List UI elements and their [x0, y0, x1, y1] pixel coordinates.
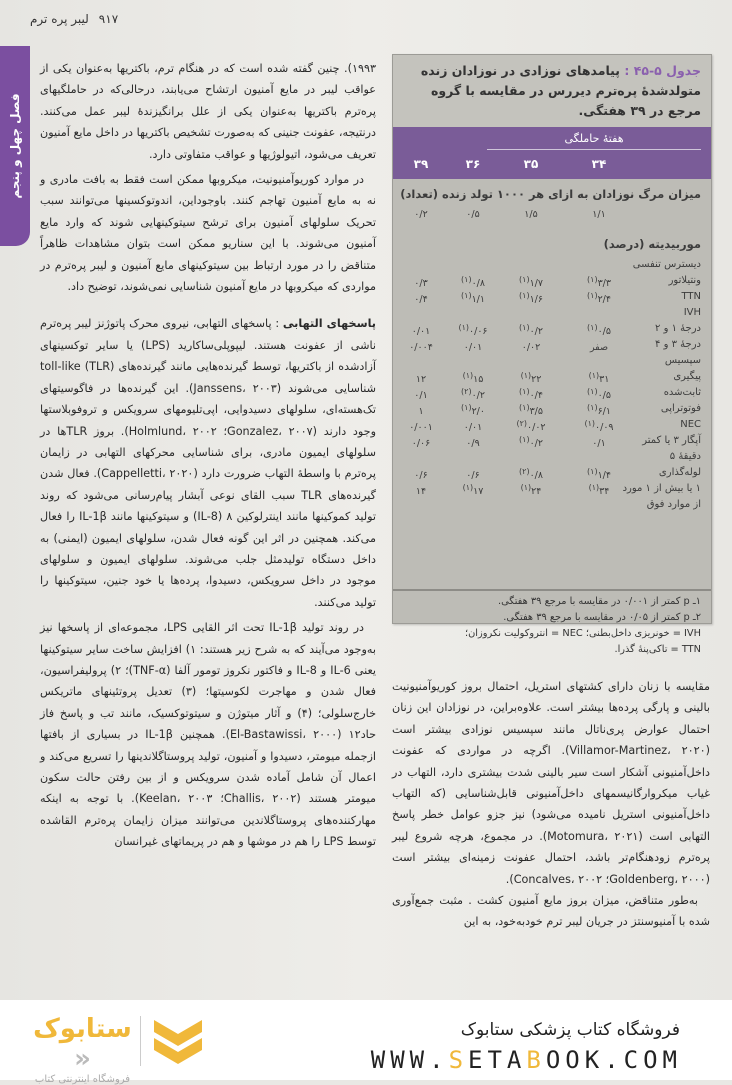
table-footnotes: [393, 589, 711, 658]
table-row: [393, 499, 711, 515]
table-row: [393, 291, 711, 307]
page-number: ۹۱۷: [98, 12, 119, 26]
row-label: ونتیلاتور: [668, 275, 701, 286]
paragraph: ۱۹۹۳). چنین گفته شده است که در هنگام ترم، باکتریها به‌عنوان یکی از عواقب لیبر در مایع آمنیون ارتشاح می‌یابند، درحالی‌که در حاملگیهای پره‌ترم باکتریها به‌عنوان یکی از علل برانگیزندهٔ لیبر عمل می‌کنند. درنتیجه، عفونت جنینی که به‌صورت تشخیص باکتریها در داخل مایع آمنیون تعریف می‌شود، اتیولوژیها و عواقب متفاوتی دارد.: [40, 62, 376, 161]
paragraph: مقایسه با زنان دارای کشتهای استریل، احتمال بروز کوریوآمنیونیت بالینی و پارگی پرده‌ها بیشتر است. علاوه‌براین، در نوزادان این زنان احتمال عوارض پری‌ناتال مانند سپسیس نوزادی بیشتر است (Villamor-Martinez، ۲۰۲۰). اگرچه در مواردی که عفونت داخل‌آمنیونی آشکار است سیر بالینی شدت بیشتری دارد، التهاب در غیاب میکروارگانیسمهای داخل‌آمنیونی قابل‌شناسایی (که التهاب داخل‌آمنیونی استریل نامیده می‌شود) نیز جزو عوامل خطر پاسخ التهابی است (Motomura، ۲۰۲۱). در مجموع، هرچه شروع لیبر پره‌ترم زودهنگام‌تر باشد، احتمال عفونت زمینه‌ای بیشتر است (Goldenberg، ۲۰۰۰؛ Concalves، ۲۰۰۲).: [392, 680, 711, 886]
paragraph: در موارد کوریوآمنیونیت، میکروبها ممکن است فقط به بافت مادری و نه به مایع آمنیون تهاجم کنند. باوجوداین، اندوتوکسینها می‌توانند سبب تحریک سلولهای آمنیون برای ترشح سیتوکینهایی شوند که وارد مایع آمنیون می‌شوند. با این سناریو ممکن است بتوان مشاهدات ظاهراً متناقض را در مورد ارتباط بین سیتوکینهای مایع آمنیون و لیبر پره‌ترم در مواردی که میکروبها در مایع آمنیون شناسایی نمی‌شوند، توضیح داد.: [40, 173, 376, 294]
table-cell: ۰/۶: [466, 470, 480, 482]
row-label: درجهٔ ۱ و ۲: [655, 323, 701, 334]
logo-tagline: فروشگاه اینترنتی کتاب: [34, 1074, 131, 1085]
paragraph-inflammatory: پاسخهای التهابی : پاسخهای التهابی، نیروی محرک پاتوژنز لیبر پره‌ترم ناشی از عفونت هستند. لیپوپلی‌ساکارید (LPS) یا سایر توکسینهای آزادشده از باکتریها، توسط گیرنده‌هایی مانند گیرنده‌های toll-like (TLR) شناسایی می‌شوند (Janssens، ۲۰۰۳). این گیرنده‌ها در فاگوسیتهای تک‌هسته‌ای، سلولهای دسیدوایی، اپی‌تلیومهای سرویکس و تروفوبلاستها وجود دارند (Gonzalez، ۲۰۰۷؛ Holmlund، ۲۰۰۲). بروز TLRها در سلولهای ایمیون مادری، برای شناسایی محرکهای التهابی در زایمان پره‌ترم با واسطهٔ التهاب ضرورت دارد (Cappelletti، ۲۰۲۰). فعال شدن گیرنده‌های TLR سبب القای نوعی آبشار پیام‌رسانی می‌شود که روند تولید کموکینها مانند اینترلوکین ۸ (IL-8) و سیتوکینها مانند IL-1β را فعال می‌کند. همچنین در اثر این گونه فعال شدن، سلولهای ایمیون (ایمنی) به داخل دستگاه تولیدمثل جلب می‌شوند. سلولهای ایمیون و سلولهای موجود در داخل سرویکس، دسیدوا، پرده‌ها یا خود جنین، سیتوکینها را تولید می‌کنند.: [40, 317, 377, 609]
mortality-row: ۱/۱ ۱/۵ ۰/۵ ۰/۲: [414, 209, 606, 220]
table-cell: ۰/۴$^{(۱)}$: [519, 387, 543, 402]
table-row: [393, 451, 711, 467]
table-cell: ۰/۴: [414, 294, 428, 306]
table-caption: [393, 55, 711, 127]
table-cell: ۱/۱$^{(۱)}$: [461, 291, 485, 306]
row-label: پیگیری: [673, 371, 701, 382]
table-body: [393, 179, 711, 515]
table-cell: ۱۷$^{(۱)}$: [462, 483, 484, 498]
row-label: درجهٔ ۳ و ۴: [655, 339, 701, 350]
row-label: آپگار ۳ یا کمتر: [642, 435, 701, 446]
table-cell: ۰/۲$^{(۱)}$: [519, 323, 543, 338]
table-cell: ۰/۸$^{(۲)}$: [519, 467, 543, 482]
table-cell: ۰/۰۰۱: [409, 422, 433, 434]
table-45-5: [392, 54, 712, 655]
table-row: [393, 355, 711, 371]
week-columns: [393, 157, 711, 175]
table-row: [393, 387, 711, 403]
chapter-label: فصل چهل و پنجم: [8, 93, 22, 199]
table-cell: ۰/۹: [466, 438, 480, 450]
table-cell: ۰/۵$^{(۱)}$: [587, 323, 611, 338]
table-cell: ۰/۸$^{(۱)}$: [461, 275, 485, 290]
paragraph: به‌طور متناقض، میزان بروز مایع آمنیون کشت . مثبت جمع‌آوری شده با آمنیوسنتز در جریان لیبر ترم خودبه‌خود، به این: [392, 894, 710, 929]
row-label: از موارد فوق: [646, 499, 701, 510]
logo-divider: [140, 1016, 141, 1066]
morbidity-section-title: موربیدیته (درصد): [603, 237, 701, 251]
table-label: جدول ۵-۴۵ :: [624, 63, 701, 78]
table-cell: ۰/۰۶$^{(۱)}$: [458, 323, 488, 338]
table-cell: ۰/۲$^{(۱)}$: [519, 435, 543, 450]
table-cell: ۳۱$^{(۱)}$: [588, 371, 610, 386]
table-cell: ۱۲: [415, 374, 427, 386]
week-34: ۳۴: [591, 157, 607, 171]
table-row: [393, 323, 711, 339]
running-title: لیبر پره ترم: [30, 12, 89, 26]
table-cell: ۰/۶: [414, 470, 428, 482]
table-row: [393, 403, 711, 419]
table-cell: ۱۵$^{(۱)}$: [462, 371, 484, 386]
table-cell: ۲/۰$^{(۱)}$: [461, 403, 485, 418]
footnote: TTN = تاکی‌پنهٔ گذرا.: [614, 644, 701, 655]
table-cell: ۱/۶$^{(۱)}$: [519, 291, 543, 306]
week-36: ۳۶: [465, 157, 481, 171]
row-label: لوله‌گذاری: [658, 467, 701, 478]
table-cell: ۰/۰۲$^{(۲)}$: [516, 419, 546, 434]
chevron-logo-icon: [150, 1012, 206, 1068]
store-name: فروشگاه کتاب پزشکی ستابوک: [460, 1020, 680, 1040]
row-label: IVH: [683, 307, 701, 318]
morbidity-rows: [393, 259, 711, 515]
table-cell: ۱: [418, 406, 424, 418]
table-title: پیامدهای نوزادی در نوزادان زنده متولدشدهٔ پره‌ترم دیررس در مقایسه با گروه مرجع در ۳۹ هفتگی.: [420, 63, 701, 118]
section-heading: پاسخهای التهابی: [282, 317, 376, 331]
table-cell: ۳/۳$^{(۱)}$: [587, 275, 611, 290]
table-cell: ۳/۵$^{(۱)}$: [519, 403, 543, 418]
table-cell: ۰/۰۱: [463, 422, 483, 434]
table-cell: ۰/۱: [414, 390, 428, 402]
table-row: [393, 307, 711, 323]
row-label: دیسترس تنفسی: [632, 259, 701, 270]
table-cell: صفر: [589, 342, 609, 354]
table-cell: ۱۴: [415, 486, 427, 498]
table-row: [393, 371, 711, 387]
table-cell: ۰/۵$^{(۱)}$: [587, 387, 611, 402]
table-cell: ۲۴$^{(۱)}$: [520, 483, 542, 498]
paragraph: در روند تولید IL-1β تحت اثر القایی LPS، مجموعه‌ای از پاسخها نیز به‌وجود می‌آیند که به شرح زیر هستند: ۱) افزایش ساخت سایر سیتوکینها یعنی IL-6 و IL-8 و فاکتور نکروز تومور آلفا (TNF-α)؛ ۲) پرولیفراسیون، فعال شدن و مهاجرت لکوسیتها؛ (۳) تعدیل پروتئینهای ماتریکس خارج‌سلولی؛ (۴) و آثار میتوژن و سیتوتوکسیک، مانند تب و پاسخ فاز حاد۱۲ (El-Bastawissi، ۲۰۰۰). همچنین IL-1β در بسیاری از بافتها ازجمله میومتر، دسیدوا و آمنیون، تولید پروستاگلاندینها را تسریع می‌کند و اعمال آن شامل آماده شدن سرویکس و از بین رفتن حالت سکون میومتر هستند (Challis، ۲۰۰۲؛ Keelan، ۲۰۰۳). با توجه به اینکه مهارکننده‌های پروستاگلاندین می‌توانند میزان زایمان پره‌ترم القاشده توسط LPS را هم در موشها و هم در پریماتهای غیرانسان: [40, 621, 377, 849]
table-row: [393, 339, 711, 355]
table-cell: ۱/۴$^{(۱)}$: [587, 467, 611, 482]
row-label: NEC: [680, 419, 701, 430]
table-row: [393, 419, 711, 435]
table-cell: ۲۲$^{(۱)}$: [520, 371, 542, 386]
footnote: ۲ـ p کمتر از ۰/۰۵ در مقایسه با مرجع ۳۹ هفتگی.: [503, 612, 701, 623]
right-column: [392, 676, 710, 933]
row-label: فوتوتراپی: [660, 403, 701, 414]
table-cell: ۰/۰۱: [411, 326, 431, 338]
row-label: دقیقهٔ ۵: [669, 451, 701, 462]
table-cell: ۰/۰۹$^{(۱)}$: [584, 419, 614, 434]
row-label: TTN: [681, 291, 701, 302]
logo-wordmark: ستابوک: [33, 1014, 132, 1044]
row-label: ثابت‌شده: [663, 387, 701, 398]
table-cell: ۰/۰۶: [411, 438, 431, 450]
footnote: ۱ـ p کمتر از ۰/۰۰۱ در مقایسه با مرجع ۳۹ هفتگی.: [498, 596, 701, 607]
table-row: [393, 275, 711, 291]
footnote: IVH = خونریزی داخل‌بطنی؛ NEC = انتروکولیت نکروزان؛: [464, 628, 701, 639]
chapter-tab: [0, 46, 30, 246]
week-35: ۳۵: [523, 157, 539, 171]
table-cell: ۱/۷$^{(۱)}$: [519, 275, 543, 290]
table-row: [393, 435, 711, 451]
table-cell: ۰/۰۱: [463, 342, 483, 354]
table-cell: ۰/۱: [592, 438, 606, 450]
gestational-week-header: هفتهٔ حاملگی: [487, 132, 701, 150]
left-column: [40, 58, 376, 857]
table-row: [393, 483, 711, 499]
table-cell: ۶/۱$^{(۱)}$: [587, 403, 611, 418]
table-cell: ۳۴$^{(۱)}$: [588, 483, 610, 498]
table-cell: ۰/۰۰۴: [409, 342, 433, 354]
store-url[interactable]: WWW.SETABOOK.COM: [370, 1046, 682, 1074]
table-cell: ۰/۲$^{(۲)}$: [461, 387, 485, 402]
table-cell: ۰/۳: [414, 278, 428, 290]
table-row: [393, 467, 711, 483]
store-logo[interactable]: ستابوک « فروشگاه اینترنتی کتاب: [30, 1014, 135, 1085]
week-39: ۳۹: [413, 157, 429, 171]
row-label: سپسیس: [664, 355, 701, 366]
table-cell: ۲/۴$^{(۱)}$: [587, 291, 611, 306]
mortality-section-title: میزان مرگ نوزادان به ازای هر ۱۰۰۰ تولد زنده (تعداد): [400, 187, 701, 201]
table-row: [393, 259, 711, 275]
table-cell: ۰/۰۲: [521, 342, 541, 354]
running-head: [30, 12, 118, 26]
store-footer-banner: [0, 1000, 732, 1085]
table-header: [393, 127, 711, 179]
row-label: ۱ یا بیش از ۱ مورد: [622, 483, 701, 494]
